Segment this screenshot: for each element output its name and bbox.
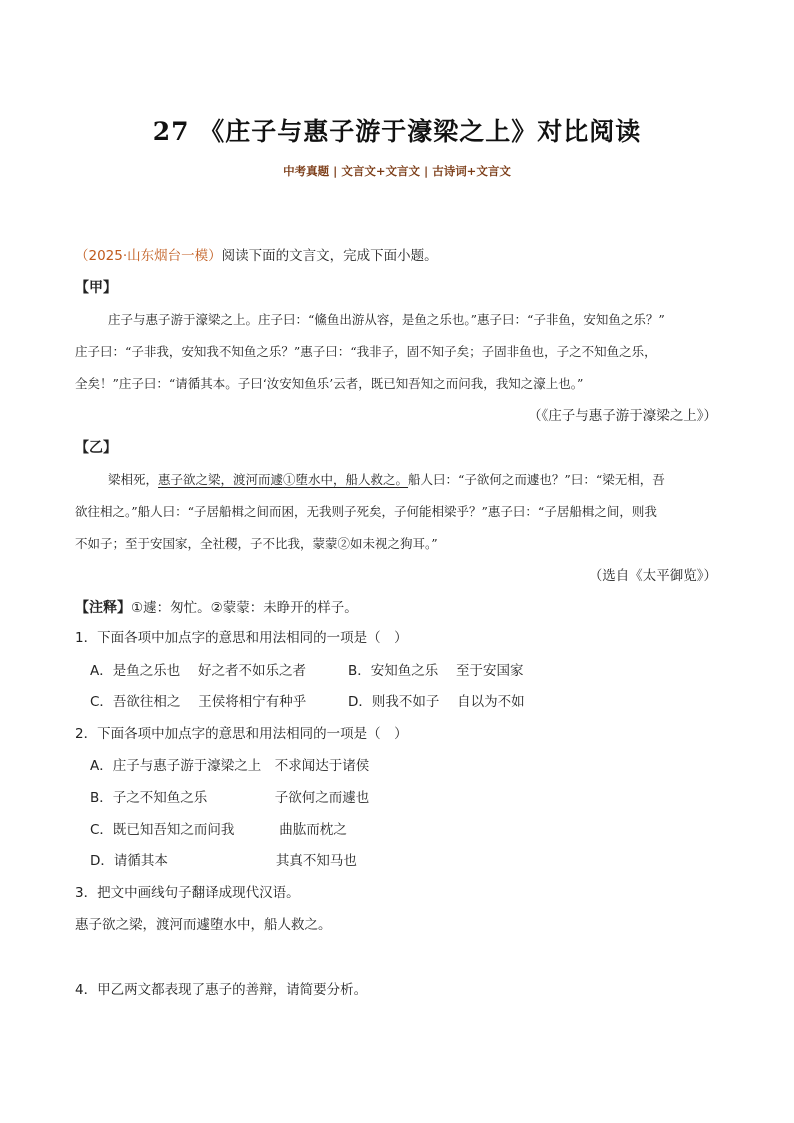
question-1-option-c: C．吾欲往相之 王侯将相宁有种乎 <box>90 694 307 710</box>
intro-text: 阅读下面的文言文，完成下面小题。 <box>221 248 438 264</box>
jia-line-1: 庄子与惠子游于濠梁之上。庄子曰：“鯈鱼出游从容，是鱼之乐也。”惠子曰：“子非鱼，安知鱼之乐？” <box>108 312 665 327</box>
question-1-stem: 1．下面各项中加点字的意思和用法相同的一项是（ ） <box>75 630 408 646</box>
page-title: 27 《庄子与惠子游于濠梁之上》对比阅读 <box>152 117 642 146</box>
jia-heading: 【甲】 <box>75 280 117 296</box>
question-3-sentence: 惠子欲之梁，渡河而遽堕水中，船人救之。 <box>75 917 332 933</box>
question-2-option-c: C．既已知吾知之而问我 曲肱而枕之 <box>90 822 347 838</box>
intro-line <box>75 246 725 266</box>
yi-line-1-end: 船人曰：“子欲何之而遽也？”曰：“梁无相，吾 <box>408 472 665 487</box>
question-2-option-b: B．子之不知鱼之乐 子欲何之而遽也 <box>90 790 370 806</box>
notes-text: ①遽：匆忙。②蒙蒙：未睁开的样子。 <box>131 600 358 616</box>
page-subtitle: 中考真题 | 文言文+文言文 | 古诗词+文言文 <box>283 164 511 178</box>
jia-source: （《庄子与惠子游于濠梁之上》） <box>528 408 717 424</box>
question-1-option-b: B．安知鱼之乐 至于安国家 <box>348 663 524 679</box>
notes-label: 【注释】 <box>75 600 131 616</box>
notes-line <box>75 598 725 618</box>
underlined-sentence: 惠子欲之梁，渡河而遽①堕水中，船人救之。 <box>158 472 409 487</box>
question-2-stem: 2．下面各项中加点字的意思和用法相同的一项是（ ） <box>75 726 408 742</box>
question-1-option-d: D．则我不如子 自以为不如 <box>348 694 525 710</box>
jia-line-3: 全矣！”庄子曰：“请循其本。子曰‘汝安知鱼乐’云者，既已知吾知之而问我，我知之濠上也。” <box>75 376 584 391</box>
question-2-option-d: D．请循其本 其真不知马也 <box>90 853 357 869</box>
question-4-stem: 4．甲乙两文都表现了惠子的善辩，请简要分析。 <box>75 982 368 998</box>
intro-source: （2025·山东烟台一模） <box>75 248 222 264</box>
yi-line-1-start: 梁相死， <box>108 472 159 487</box>
jia-line-2: 庄子曰：“子非我，安知我不知鱼之乐？”惠子曰：“我非子，固不知子矣；子固非鱼也，子之不知鱼之乐， <box>75 344 657 359</box>
yi-source: （选自《太平御览》） <box>588 568 717 584</box>
yi-heading: 【乙】 <box>75 440 117 456</box>
question-2-option-a: A．庄子与惠子游于濠梁之上 不求闻达于诸侯 <box>90 758 370 774</box>
yi-line-2: 欲往相之。”船人曰：“子居船楫之间而困，无我则子死矣，子何能相梁乎？”惠子曰：“子居船楫之间，则我 <box>75 504 657 519</box>
yi-line-3: 不如子；至于安国家，全社稷，子不比我，蒙蒙②如未视之狗耳。” <box>75 536 438 551</box>
yi-line-1 <box>108 470 758 490</box>
question-3-stem: 3．把文中画线句子翻译成现代汉语。 <box>75 885 300 901</box>
question-1-option-a: A．是鱼之乐也 好之者不如乐之者 <box>90 663 307 679</box>
